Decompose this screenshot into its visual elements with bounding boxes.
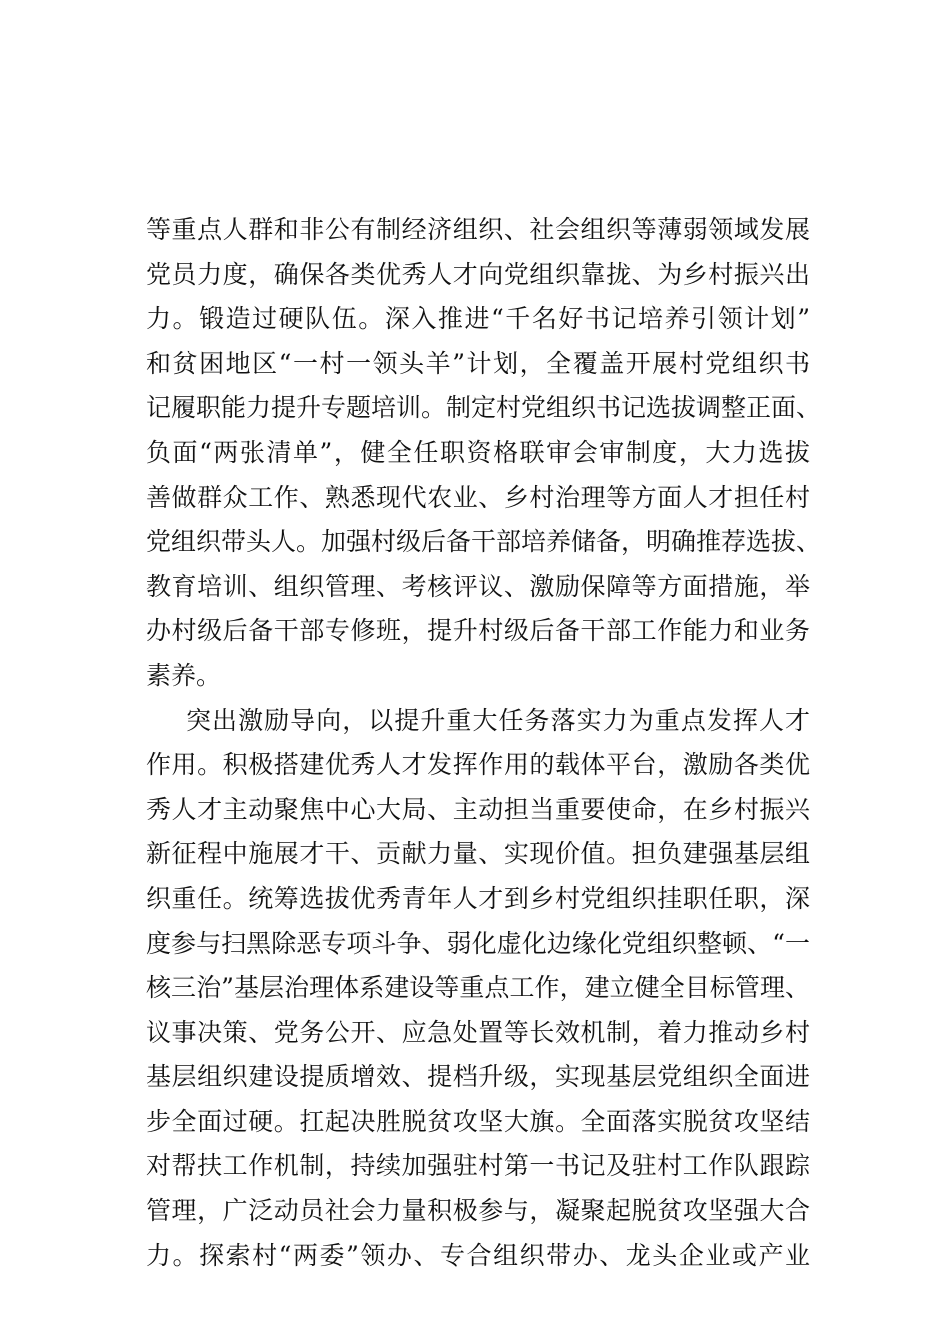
text-line: 度参与扫黑除恶专项斗争、弱化虚化边缘化党组织整顿、“一 bbox=[146, 928, 810, 958]
text-line: 对帮扶工作机制，持续加强驻村第一书记及驻村工作队跟踪 bbox=[146, 1151, 810, 1181]
text-line: 善做群众工作、熟悉现代农业、乡村治理等方面人才担任村 bbox=[146, 482, 810, 512]
text-line: 教育培训、组织管理、考核评议、激励保障等方面措施，举 bbox=[146, 571, 810, 601]
text-line: 步全面过硬。扛起决胜脱贫攻坚大旗。全面落实脱贫攻坚结 bbox=[146, 1106, 810, 1136]
text-line: 织重任。统筹选拔优秀青年人才到乡村党组织挂职任职，深 bbox=[146, 883, 810, 913]
text-line: 秀人才主动聚焦中心大局、主动担当重要使命，在乡村振兴 bbox=[146, 794, 810, 824]
text-line: 议事决策、党务公开、应急处置等长效机制，着力推动乡村 bbox=[146, 1017, 810, 1047]
text-line: 力。锻造过硬队伍。深入推进“千名好书记培养引领计划” bbox=[146, 304, 810, 334]
text-line: 办村级后备干部专修班，提升村级后备干部工作能力和业务 bbox=[146, 616, 810, 646]
text-line: 新征程中施展才干、贡献力量、实现价值。担负建强基层组 bbox=[146, 839, 810, 869]
text-line: 党员力度，确保各类优秀人才向党组织靠拢、为乡村振兴出 bbox=[146, 259, 810, 289]
text-line: 核三治”基层治理体系建设等重点工作，建立健全目标管理、 bbox=[146, 973, 810, 1003]
text-line: 作用。积极搭建优秀人才发挥作用的载体平台，激励各类优 bbox=[146, 750, 810, 780]
text-line: 和贫困地区“一村一领头羊”计划，全覆盖开展村党组织书 bbox=[146, 348, 810, 378]
text-line: 力。探索村“两委”领办、专合组织带办、龙头企业或产业 bbox=[146, 1240, 810, 1270]
text-line: 基层组织建设提质增效、提档升级，实现基层党组织全面进 bbox=[146, 1062, 810, 1092]
text-line: 等重点人群和非公有制经济组织、社会组织等薄弱领域发展 bbox=[146, 215, 810, 244]
text-line: 负面“两张清单”，健全任职资格联审会审制度，大力选拔 bbox=[146, 437, 810, 467]
text-line: 管理，广泛动员社会力量积极参与，凝聚起脱贫攻坚强大合 bbox=[146, 1196, 810, 1226]
text-line: 素养。 bbox=[146, 660, 222, 690]
text-line: 记履职能力提升专题培训。制定村党组织书记选拔调整正面、 bbox=[146, 393, 822, 423]
text-line: 党组织带头人。加强村级后备干部培养储备，明确推荐选拔、 bbox=[146, 527, 822, 557]
paragraph-first-line: 突出激励导向，以提升重大任务落实力为重点发挥人才 bbox=[186, 705, 810, 735]
document-body bbox=[146, 208, 822, 1278]
